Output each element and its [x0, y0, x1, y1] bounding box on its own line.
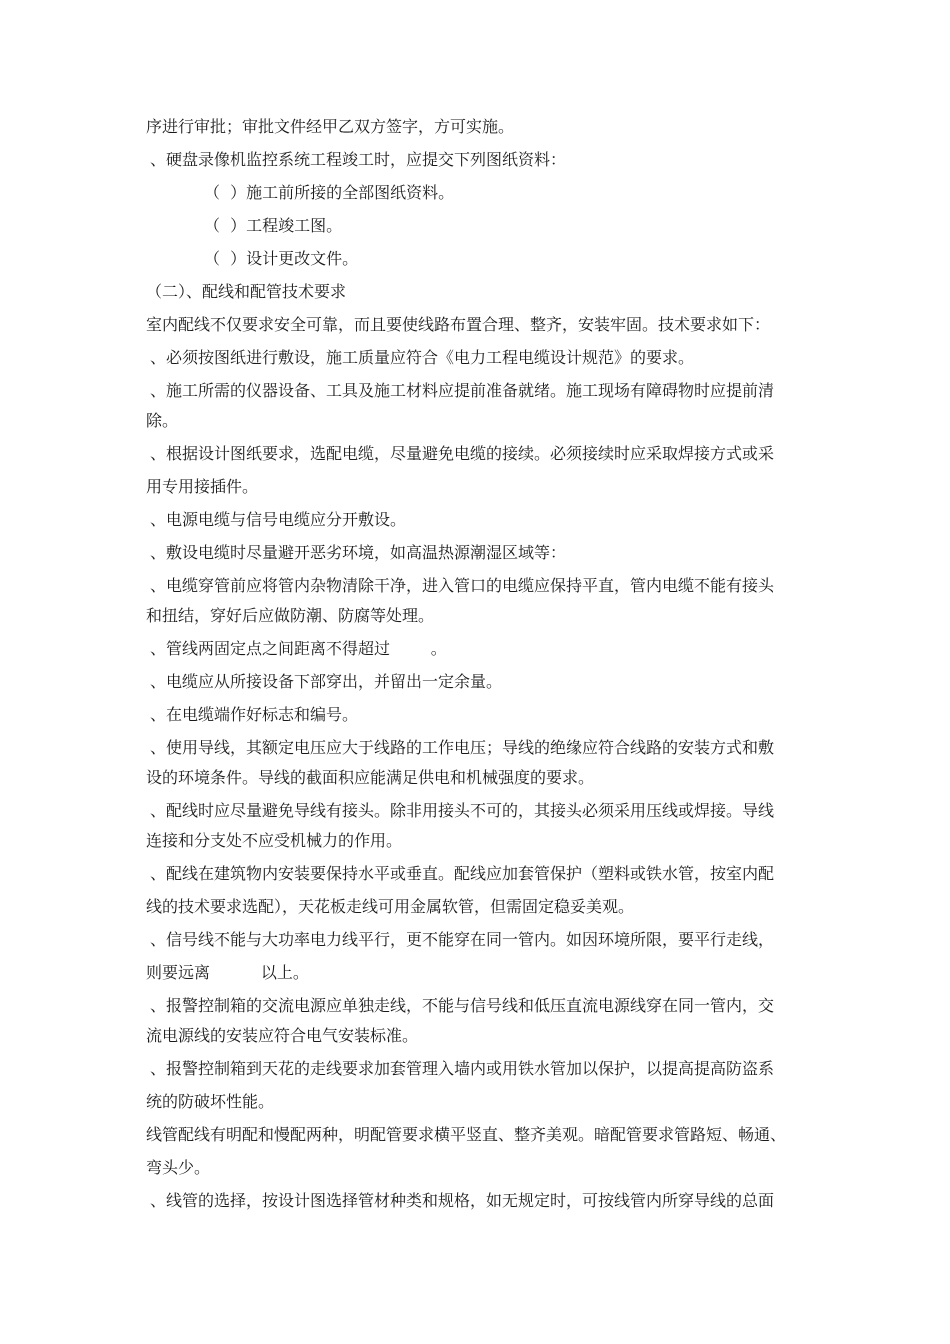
- list-item: 、电缆应从所接设备下部穿出，并留出一定余量。: [150, 672, 503, 691]
- text-line: 用专用接插件。: [146, 477, 259, 496]
- list-item: （ ）施工前所接的全部图纸资料。: [204, 183, 455, 202]
- list-item: 、线管的选择，按设计图选择管材种类和规格，如无规定时，可按线管内所穿导线的总面: [150, 1191, 775, 1210]
- list-item: 、配线在建筑物内安装要保持水平或垂直。配线应加套管保护（塑料或铁水管，按室内配: [150, 864, 775, 883]
- text-line: 统的防破坏性能。: [146, 1092, 275, 1111]
- list-item: 、配线时应尽量避免导线有接头。除非用接头不可的，其接头必须采用压线或焊接。导线: [150, 801, 775, 820]
- text-line: 和扭结，穿好后应做防潮、防腐等处理。: [146, 606, 435, 625]
- text-line: 则要远离 以上。: [146, 963, 309, 982]
- text-line: 室内配线不仅要求安全可靠，而且要使线路布置合理、整齐，安装牢固。技术要求如下：: [146, 315, 771, 334]
- text-line: 除。: [146, 411, 179, 430]
- text-line: 设的环境条件。导线的截面积应能满足供电和机械强度的要求。: [146, 768, 595, 787]
- list-item: 、电源电缆与信号电缆应分开敷设。: [150, 510, 407, 529]
- list-item: 、施工所需的仪器设备、工具及施工材料应提前准备就绪。施工现场有障碍物时应提前清: [150, 381, 775, 400]
- list-item: 、信号线不能与大功率电力线平行，更不能穿在同一管内。如因环境所限，要平行走线，: [150, 930, 775, 949]
- list-item: 、在电缆端作好标志和编号。: [150, 705, 359, 724]
- list-item: 、敷设电缆时尽量避开恶劣环境，如高温热源潮湿区域等：: [150, 543, 567, 562]
- list-item: 、报警控制箱的交流电源应单独走线，不能与信号线和低压直流电源线穿在同一管内，交: [150, 996, 775, 1015]
- text-line: 弯头少。: [146, 1158, 211, 1177]
- list-item: 、报警控制箱到天花的走线要求加套管理入墙内或用铁水管加以保护，以提高提高防盗系: [150, 1059, 775, 1078]
- list-item: 、必须按图纸进行敷设，施工质量应符合《电力工程电缆设计规范》的要求。: [150, 348, 695, 367]
- list-item: 、使用导线，其额定电压应大于线路的工作电压；导线的绝缘应符合线路的安装方式和敷: [150, 738, 775, 757]
- text-line: 序进行审批；审批文件经甲乙双方签字，方可实施。: [146, 117, 515, 136]
- list-item: （ ）设计更改文件。: [204, 249, 359, 268]
- list-item: 、根据设计图纸要求，选配电缆，尽量避免电缆的接续。必须接续时应采取焊接方式或采: [150, 444, 775, 463]
- text-line: 连接和分支处不应受机械力的作用。: [146, 831, 403, 850]
- list-item: 、管线两固定点之间距离不得超过 。: [150, 639, 447, 658]
- text-line: 流电源线的安装应符合电气安装标准。: [146, 1026, 419, 1045]
- text-line: 线管配线有明配和慢配两种，明配管要求横平竖直、整齐美观。暗配管要求管路短、畅通、: [146, 1125, 787, 1144]
- text-line: 线的技术要求选配），天花板走线可用金属软管，但需固定稳妥美观。: [146, 897, 635, 916]
- list-item: （ ）工程竣工图。: [204, 216, 343, 235]
- list-item: 、硬盘录像机监控系统工程竣工时，应提交下列图纸资料：: [150, 150, 567, 169]
- list-item: 、电缆穿管前应将管内杂物清除干净，进入管口的电缆应保持平直，管内电缆不能有接头: [150, 576, 775, 595]
- section-heading: （二）、配线和配管技术要求: [146, 282, 347, 301]
